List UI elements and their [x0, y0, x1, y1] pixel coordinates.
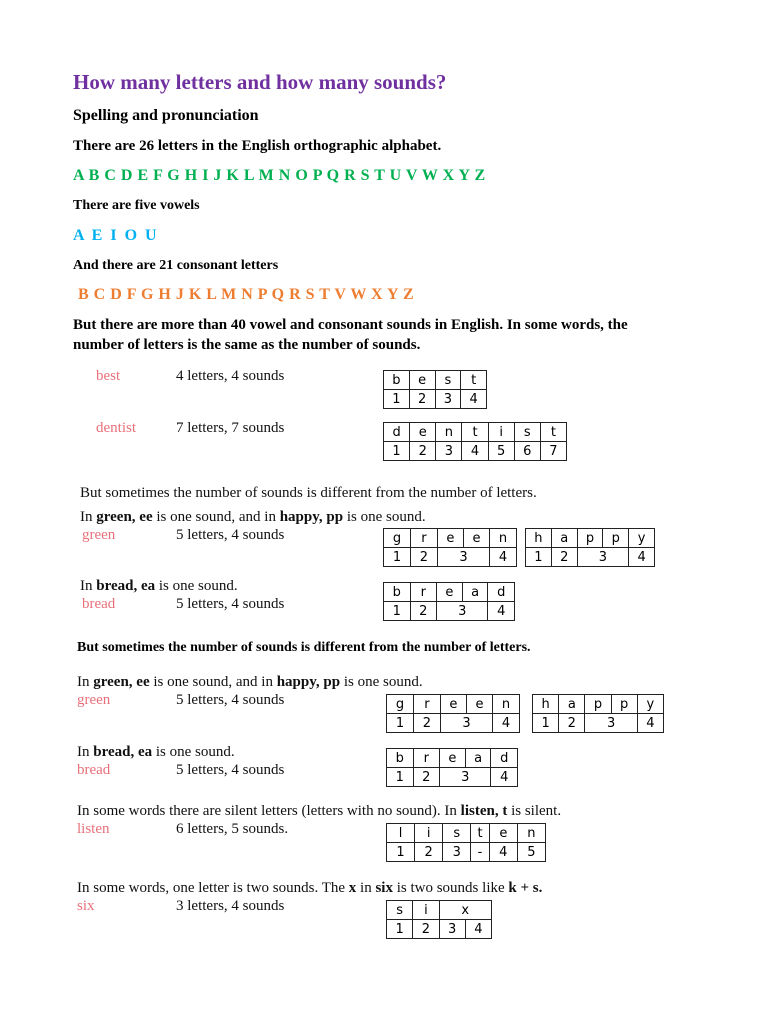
more-sounds-text: But there are more than 40 vowel and consonant sounds in English. In some words, the [73, 317, 628, 333]
sound-row [384, 602, 515, 621]
sound-cell: 4 [461, 390, 487, 409]
letter-cell: y [629, 529, 655, 548]
subtitle: Spelling and pronunciation [73, 107, 259, 124]
sound-cell: 1 [526, 548, 552, 567]
sound-cell: 2 [559, 714, 585, 733]
sound-cell: 1 [533, 714, 559, 733]
letter-table-best [383, 370, 487, 409]
letter-cell: d [491, 749, 518, 768]
letter-cell: b [384, 371, 410, 390]
letter-cell: p [585, 695, 611, 714]
letter-cell: a [465, 749, 491, 768]
letter-table-listen [386, 823, 546, 862]
sound-cell: 7 [540, 442, 566, 461]
scan-bread-sentence: In bread, ea is one sound. [80, 578, 238, 594]
sound-cell: 4 [629, 548, 655, 567]
scan2-listen-sentence: In some words there are silent letters (letters with no sound). In listen, t is silent. [77, 803, 562, 819]
letter-cell: h [533, 695, 559, 714]
example-word-bread: bread [82, 596, 116, 612]
letter-cell: a [559, 695, 585, 714]
letter-cell: b [384, 583, 411, 602]
count-dentist: 7 letters, 7 sounds [176, 420, 285, 436]
sound-cell: 4 [489, 843, 517, 862]
letter-cell: d [488, 583, 515, 602]
page-title: How many letters and how many sounds? [73, 70, 447, 94]
letter-cell: i [415, 824, 443, 843]
sound-cell: 2 [410, 442, 436, 461]
sound-cell: 1 [387, 768, 414, 787]
vowel-letters: A E I O U [73, 227, 159, 244]
sound-cell: 2 [410, 548, 437, 567]
letter-cell: s [435, 371, 461, 390]
count-green: 5 letters, 4 sounds [176, 527, 285, 543]
letter-row [526, 529, 655, 548]
letter-table-dentist [383, 422, 567, 461]
letter-table-green-2 [386, 694, 520, 733]
consonant-letters: B C D F G H J K L M N P Q R S T V W X Y Z [78, 286, 415, 303]
letter-cell: x [439, 901, 492, 920]
example-word-bread-2: bread [77, 762, 111, 778]
letter-table-green [383, 528, 517, 567]
sound-row [384, 442, 567, 461]
consonants-intro: And there are 21 consonant letters [73, 258, 279, 273]
letter-table-bread-2 [386, 748, 518, 787]
sound-row [387, 768, 518, 787]
letter-row [387, 749, 518, 768]
letter-cell: r [413, 695, 440, 714]
letter-cell: e [437, 529, 463, 548]
letter-cell: e [489, 824, 517, 843]
sound-cell: 1 [384, 548, 411, 567]
sound-cell: 3 [435, 390, 461, 409]
letter-cell: r [410, 583, 437, 602]
letter-cell: b [387, 749, 414, 768]
letter-cell: e [409, 371, 435, 390]
letter-cell: t [461, 371, 487, 390]
letter-row [384, 529, 517, 548]
sound-cell: 1 [387, 714, 414, 733]
scan-green-sentence: In green, ee is one sound, and in happy, pp is one sound. [80, 509, 426, 525]
count-bread: 5 letters, 4 sounds [176, 596, 285, 612]
letter-cell: e [440, 749, 466, 768]
sound-row [387, 843, 546, 862]
scan2-bread-sentence: In bread, ea is one sound. [77, 744, 235, 760]
letter-table-bread [383, 582, 515, 621]
letter-row [533, 695, 664, 714]
sound-cell: 4 [490, 548, 517, 567]
sound-cell: 6 [514, 442, 540, 461]
sound-row [387, 920, 492, 939]
letter-cell: d [384, 423, 410, 442]
letter-cell: i [488, 423, 514, 442]
example-word-six: six [77, 898, 95, 914]
example-word-green-2: green [77, 692, 111, 708]
count-best: 4 letters, 4 sounds [176, 368, 285, 384]
scan2-green-sentence: In green, ee is one sound, and in happy, pp is one sound. [77, 674, 423, 690]
letter-cell: e [466, 695, 492, 714]
sound-cell: 4 [462, 442, 488, 461]
letter-cell: e [437, 583, 463, 602]
sound-cell: 1 [387, 920, 413, 939]
letter-cell: r [413, 749, 440, 768]
count-listen: 6 letters, 5 sounds. [176, 821, 289, 837]
sound-cell: 2 [551, 548, 577, 567]
letter-table-six [386, 900, 492, 939]
example-word-listen: listen [77, 821, 110, 837]
sound-cell: 3 [437, 548, 489, 567]
letter-cell: a [462, 583, 488, 602]
letter-cell: n [490, 529, 517, 548]
letter-table-happy-2 [532, 694, 664, 733]
letter-row [387, 695, 520, 714]
letter-cell: p [603, 529, 629, 548]
sound-cell: 2 [413, 768, 440, 787]
example-word-best: best [96, 368, 121, 384]
letter-cell: p [577, 529, 603, 548]
count-six: 3 letters, 4 sounds [176, 898, 285, 914]
letter-row [384, 423, 567, 442]
letter-row [387, 824, 546, 843]
sound-row [384, 390, 487, 409]
sound-cell: 2 [410, 602, 437, 621]
letter-cell: g [387, 695, 414, 714]
letter-cell: s [443, 824, 471, 843]
sound-cell: 5 [488, 442, 514, 461]
sound-row [526, 548, 655, 567]
sound-cell: 4 [637, 714, 663, 733]
sound-cell: 3 [585, 714, 637, 733]
intro-text: There are 26 letters in the English orthographic alphabet. [73, 138, 442, 154]
letter-cell: e [440, 695, 466, 714]
sound-row [533, 714, 664, 733]
scan-different-text: But sometimes the number of sounds is different from the number of letters. [80, 485, 537, 501]
letter-cell: s [387, 901, 413, 920]
letter-cell: a [551, 529, 577, 548]
sound-cell: 3 [436, 442, 462, 461]
letter-cell: t [462, 423, 488, 442]
letter-cell: t [540, 423, 566, 442]
alphabet-letters: A B C D E F G H I J K L M N O P Q R S T U V W X Y Z [73, 167, 486, 184]
letter-cell: e [410, 423, 436, 442]
letter-cell: y [637, 695, 663, 714]
letter-cell: h [526, 529, 552, 548]
sound-cell: 3 [440, 714, 492, 733]
sound-cell: 1 [387, 843, 415, 862]
sound-cell: 2 [415, 843, 443, 862]
sound-cell: 2 [409, 390, 435, 409]
sound-cell: 2 [413, 920, 439, 939]
scan2-six-sentence: In some words, one letter is two sounds. The x in six is two sounds like k + s. [77, 880, 543, 896]
sound-cell: 3 [577, 548, 629, 567]
letter-row [384, 371, 487, 390]
letter-cell: e [463, 529, 489, 548]
letter-row [387, 901, 492, 920]
example-word-dentist: dentist [96, 420, 136, 436]
sound-cell: 3 [443, 843, 471, 862]
sound-row [384, 548, 517, 567]
letter-cell: p [611, 695, 637, 714]
sound-cell: 4 [465, 920, 491, 939]
letter-cell: s [514, 423, 540, 442]
letter-cell: n [493, 695, 520, 714]
count-green-2: 5 letters, 4 sounds [176, 692, 285, 708]
sound-cell: 1 [384, 442, 410, 461]
sound-cell: 4 [493, 714, 520, 733]
count-bread-2: 5 letters, 4 sounds [176, 762, 285, 778]
typed-different-text: But sometimes the number of sounds is different from the number of letters. [77, 640, 531, 655]
sound-cell: 3 [437, 602, 488, 621]
letter-cell: g [384, 529, 411, 548]
sound-cell: 2 [413, 714, 440, 733]
letter-cell: r [410, 529, 437, 548]
sound-cell: 4 [488, 602, 515, 621]
sound-row [387, 714, 520, 733]
vowels-intro: There are five vowels [73, 198, 200, 213]
letter-cell: n [517, 824, 545, 843]
letter-cell: t [471, 824, 489, 843]
letter-row [384, 583, 515, 602]
letter-table-happy [525, 528, 655, 567]
sound-cell: 5 [517, 843, 545, 862]
example-word-green: green [82, 527, 116, 543]
sound-cell: 1 [384, 602, 411, 621]
sound-cell: - [471, 843, 489, 862]
sound-cell: 4 [491, 768, 518, 787]
letter-cell: i [413, 901, 439, 920]
sound-cell: 3 [440, 768, 491, 787]
sound-cell: 3 [439, 920, 465, 939]
letter-cell: n [436, 423, 462, 442]
sound-cell: 1 [384, 390, 410, 409]
more-sounds-text-2: number of letters is the same as the number of sounds. [73, 337, 421, 353]
letter-cell: l [387, 824, 415, 843]
